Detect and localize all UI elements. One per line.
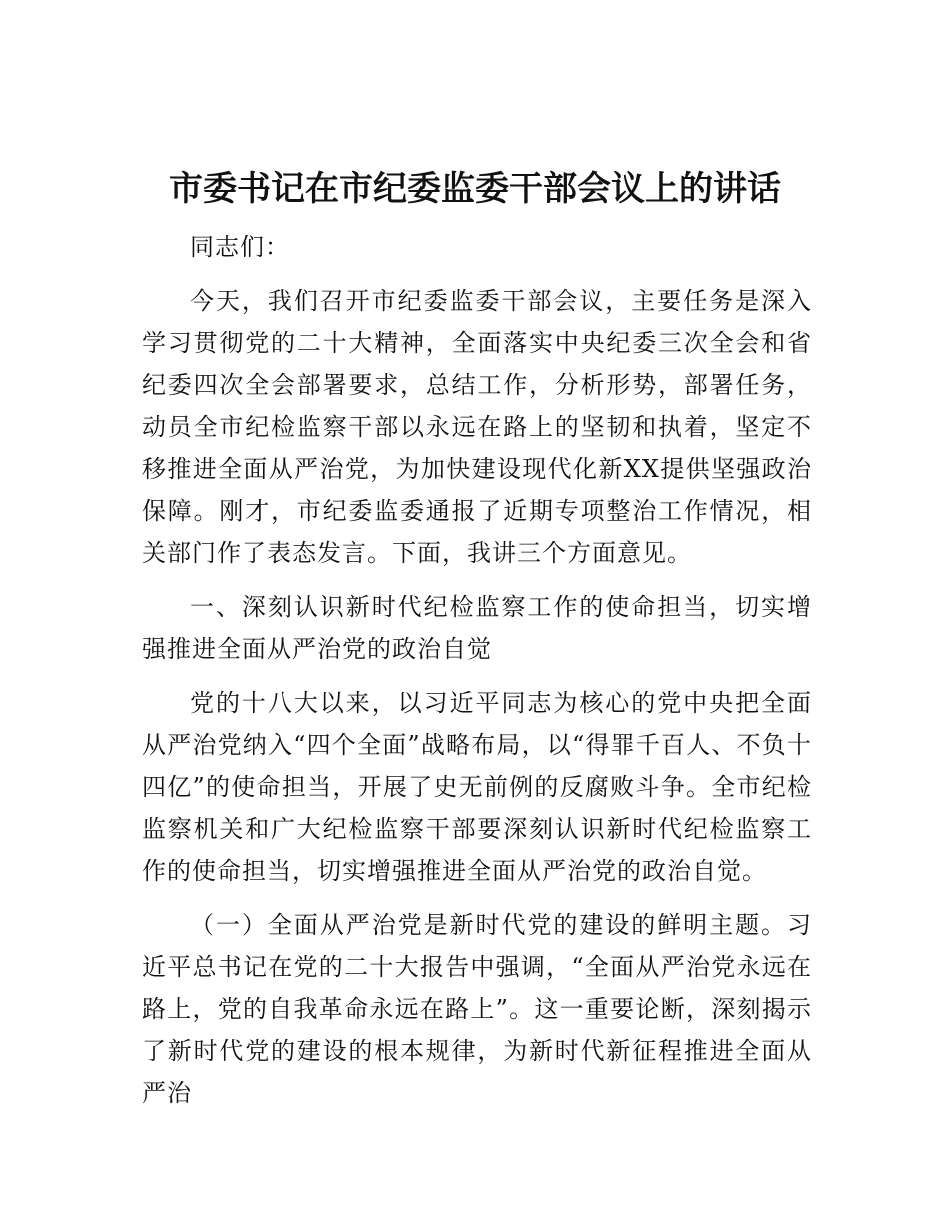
document-body [142, 226, 812, 1126]
paragraph-intro: 今天，我们召开市纪委监委干部会议，主要任务是深入学习贯彻党的二十大精神，全面落实中央纪委三次全会和省纪委四次全会部署要求，总结工作，分析形势，部署任务，动员全市纪检监察干部以永远在路上的坚韧和执着，坚定不移推进全面从严治党，为加快建设现代化新XX提供坚强政治保障。刚才，市纪委监委通报了近期专项整治工作情况，相关部门作了表态发言。下面，我讲三个方面意见。 [142, 287, 812, 567]
paragraph-section-1: 党的十八大以来，以习近平同志为核心的党中央把全面从严治党纳入“四个全面”战略布局，以“得罪千百人、不负十四亿”的使命担当，开展了史无前例的反腐败斗争。全市纪检监察机关和广大纪检监察干部要深刻认识新时代纪检监察工作的使命担当，切实增强推进全面从严治党的政治自觉。 [142, 689, 812, 885]
paragraph-subsection-1: （一）全面从严治党是新时代党的建设的鲜明主题。习近平总书记在党的二十大报告中强调，“全面从严治党永远在路上，党的自我革命永远在路上”。这一重要论断，深刻揭示了新时代党的建设的根本规律，为新时代新征程推进全面从严治 [142, 911, 812, 1107]
salutation: 同志们： [190, 233, 290, 261]
section-heading-1: 一、深刻认识新时代纪检监察工作的使命担当，切实增强推进全面从严治党的政治自觉 [142, 593, 812, 663]
document-title: 市委书记在市纪委监委干部会议上的讲话 [169, 169, 781, 209]
